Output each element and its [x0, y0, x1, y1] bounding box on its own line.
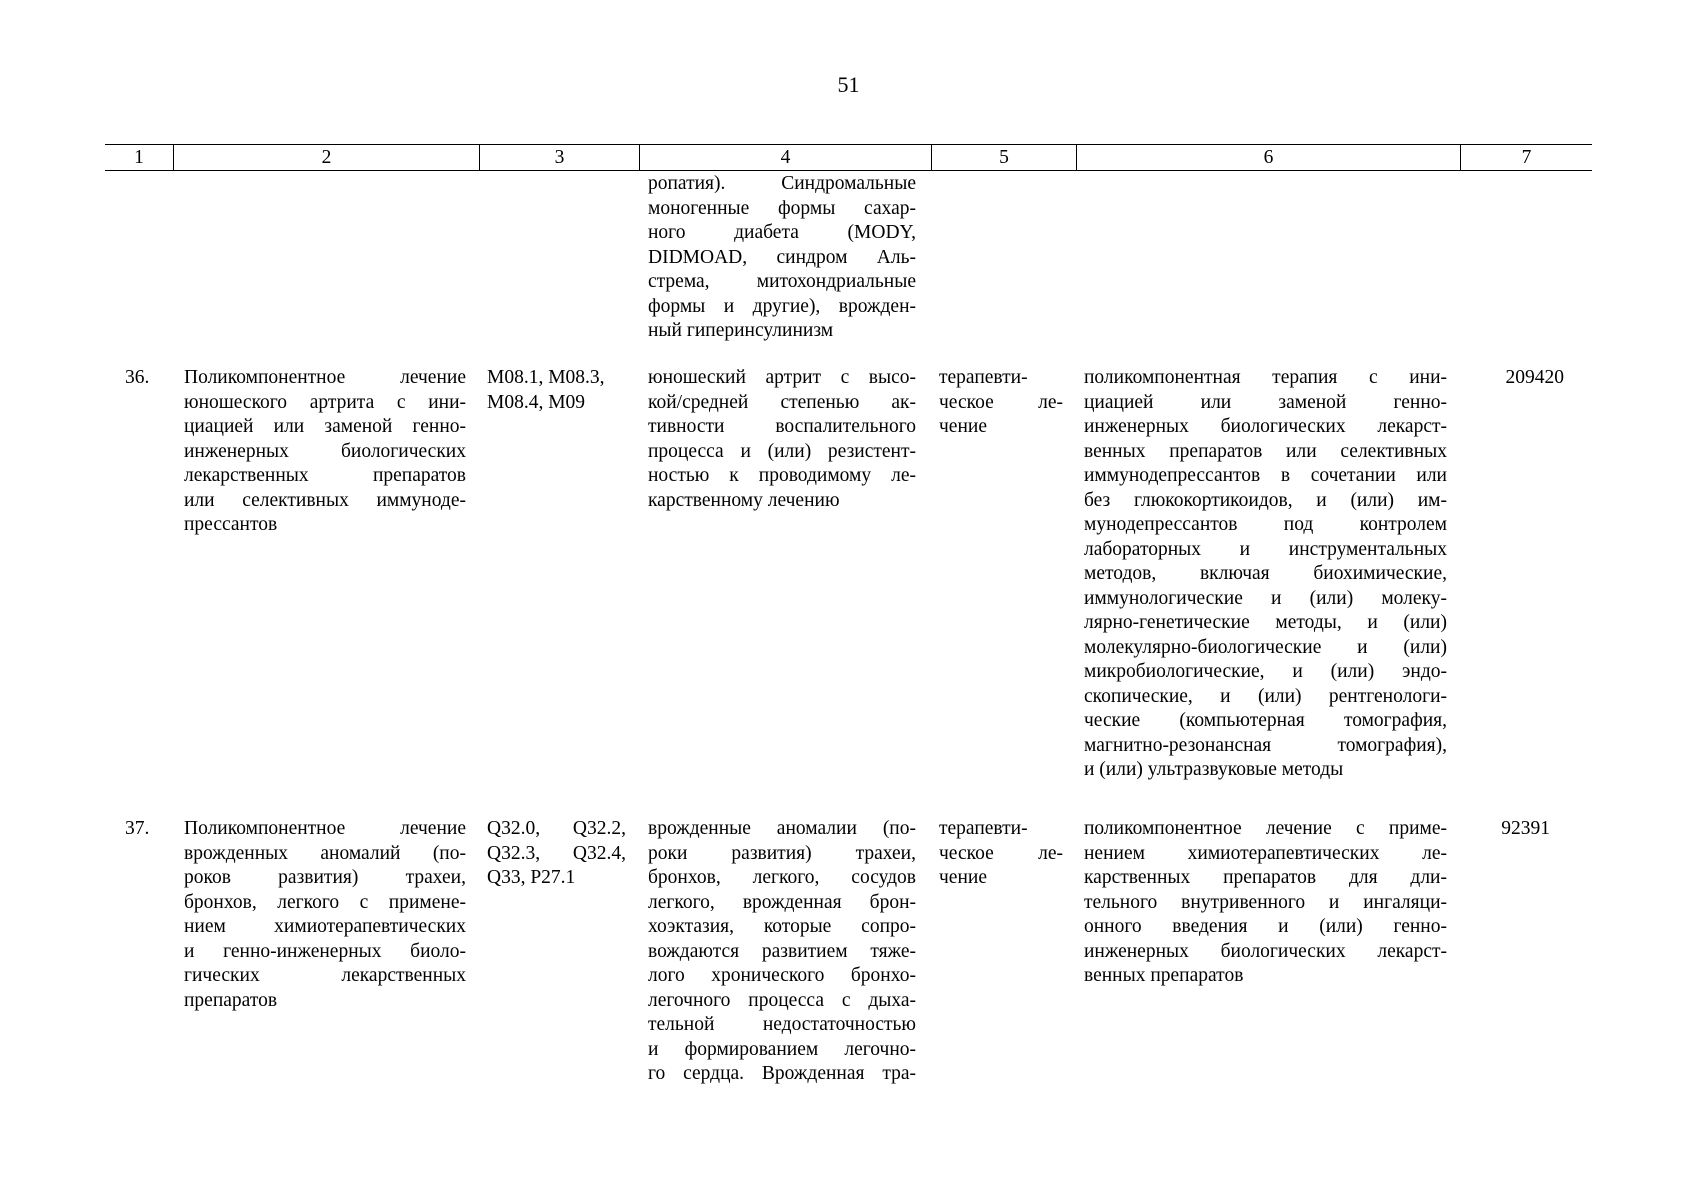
row-number: 37. [125, 818, 150, 839]
text-line: легочного процесса с дыха- [648, 989, 916, 1011]
text-line: венных препаратов [1084, 965, 1244, 986]
text-line: инженерных биологических лекарст- [1084, 940, 1447, 962]
icd-codes-cell [487, 817, 626, 891]
cost-cell: 92391 [1501, 818, 1550, 839]
continuation-model-cell [648, 172, 916, 344]
text-line: мунодепрессантов под контролем [1084, 514, 1447, 535]
icd-codes-cell [487, 366, 632, 415]
text-line: поликомпонентная терапия с ини- [1084, 367, 1447, 388]
treatment-type-cell [939, 817, 1063, 891]
header-col-1: 1 [134, 147, 144, 168]
text-line: терапевти- [939, 367, 1028, 388]
text-line: Q32.0, Q32.2, [487, 818, 626, 839]
text-line: ческие (компьютерная томография, [1084, 710, 1447, 731]
text-line: микробиологические, и (или) эндо- [1084, 661, 1447, 682]
text-line: иммунодепрессантов в сочетании или [1084, 465, 1447, 486]
text-line: прессантов [184, 514, 278, 535]
patient-model-cell [648, 817, 916, 1087]
text-line: бронхов, легкого, сосудов [648, 867, 916, 888]
text-line: нением химиотерапевтических ле- [1084, 842, 1447, 864]
text-line: циацией или заменой генно- [1084, 391, 1447, 413]
text-line: тивности воспалительного [648, 416, 916, 437]
text-line: лабораторных и инструментальных [1084, 538, 1447, 560]
text-line: M08.4, M09 [487, 391, 586, 413]
text-line: чение [939, 867, 987, 888]
table-header-row [105, 144, 1592, 171]
text-line: ческое ле- [939, 391, 1063, 413]
text-line: врожденных аномалий (по- [184, 842, 466, 864]
header-col-4: 4 [639, 145, 931, 170]
text-line: и генно-инженерных биоло- [184, 940, 466, 962]
text-line: или селективных иммуноде- [184, 489, 466, 511]
text-line: карственному лечению [648, 489, 840, 511]
treatment-type-cell [939, 366, 1063, 440]
page-number: 51 [837, 72, 860, 97]
text-line: без глюкокортикоидов, и (или) им- [1084, 489, 1447, 511]
text-line: ческое ле- [939, 842, 1063, 864]
text-line: процесса и (или) резистент- [648, 440, 916, 462]
text-line: ный гиперинсулинизм [648, 320, 834, 341]
text-line: и формированием легочно- [648, 1038, 916, 1060]
text-line: роки развития) трахеи, [648, 842, 916, 864]
text-line: легкого, врожденная брон- [648, 891, 916, 913]
text-line: роков развития) трахеи, [184, 867, 466, 888]
text-line: венных препаратов или селективных [1084, 440, 1447, 462]
treatment-method-cell [1084, 817, 1447, 989]
header-col-3: 3 [479, 145, 639, 170]
text-line: вождаются развитием тяже- [648, 940, 916, 962]
text-line: инженерных биологических [184, 440, 466, 462]
row-number: 36. [125, 367, 150, 388]
text-line: стрема, митохондриальные [648, 271, 916, 292]
text-line: кой/средней степенью ак- [648, 391, 916, 413]
text-line: врожденные аномалии (по- [648, 818, 916, 839]
text-line: магнитно-резонансная томография), [1084, 734, 1447, 756]
text-line: формы и другие), врожден- [648, 295, 916, 317]
text-line: лекарственных препаратов [184, 465, 466, 486]
text-line: хоэктазия, которые сопро- [648, 916, 916, 937]
text-line: молекулярно-биологические и (или) [1084, 636, 1447, 658]
text-line: бронхов, легкого с примене- [184, 891, 466, 913]
text-line: лярно-генетические методы, и (или) [1084, 612, 1447, 633]
text-line: и (или) ультразвуковые методы [1084, 759, 1344, 780]
text-line: чение [939, 416, 987, 437]
text-line: ропатия). Синдромальные [648, 173, 916, 194]
cost-cell: 209420 [1505, 367, 1564, 388]
text-line: скопические, и (или) рентгенологи- [1084, 685, 1447, 707]
text-line: иммунологические и (или) молеку- [1084, 587, 1447, 609]
text-line: DIDMOAD, синдром Аль- [648, 246, 916, 268]
text-line: терапевти- [939, 818, 1028, 839]
text-line: инженерных биологических лекарст- [1084, 416, 1447, 437]
text-line: поликомпонентное лечение с приме- [1084, 818, 1447, 839]
text-line: Q33, P27.1 [487, 867, 576, 888]
text-line: тельного внутривенного и ингаляци- [1084, 891, 1447, 913]
treatment-name-cell [184, 366, 466, 538]
patient-model-cell [648, 366, 916, 513]
text-line: ного диабета (MODY, [648, 222, 916, 243]
treatment-method-cell [1084, 366, 1447, 783]
treatment-name-cell [184, 817, 466, 1013]
text-line: моногенные формы сахар- [648, 197, 916, 219]
text-line: го сердца. Врожденная тра- [648, 1063, 916, 1084]
text-line: препаратов [184, 989, 278, 1011]
text-line: Поликомпонентное лечение [184, 818, 466, 839]
text-line: карственных препаратов для дли- [1084, 867, 1447, 888]
text-line: лого хронического бронхо- [648, 965, 916, 986]
header-col-7: 7 [1460, 145, 1592, 170]
header-col-5: 5 [931, 145, 1076, 170]
text-line: ностью к проводимому ле- [648, 465, 916, 486]
text-line: Q32.3, Q32.4, [487, 842, 626, 864]
header-col-2: 2 [173, 145, 479, 170]
header-col-6: 6 [1076, 145, 1460, 170]
text-line: тельной недостаточностью [648, 1014, 916, 1035]
text-line: циацией или заменой генно- [184, 416, 466, 437]
text-line: гических лекарственных [184, 965, 466, 986]
text-line: юношеского артрита с ини- [184, 391, 466, 413]
text-line: юношеский артрит с высо- [648, 367, 916, 388]
text-line: Поликомпонентное лечение [184, 367, 466, 388]
text-line: онного введения и (или) генно- [1084, 916, 1447, 937]
text-line: M08.1, M08.3, [487, 367, 605, 388]
text-line: нием химиотерапевтических [184, 916, 466, 937]
text-line: методов, включая биохимические, [1084, 563, 1447, 584]
